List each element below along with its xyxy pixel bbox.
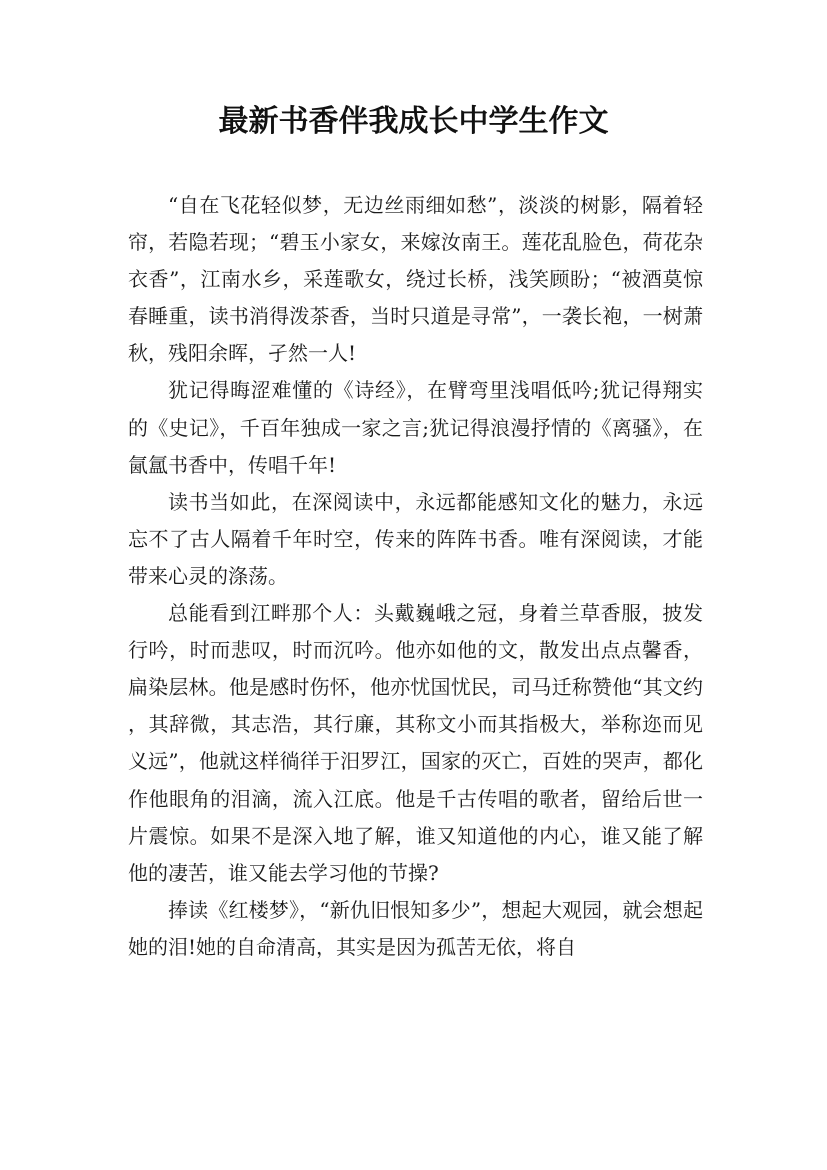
paragraph-4: 总能看到江畔那个人：头戴巍峨之冠，身着兰草香服，披发行吟，时而悲叹，时而沉吟。他亦如他的文，散发出点点馨香，扁染层林。他是感时伤怀，他亦忧国忧民，司马迁称赞他“其文约，其辞微，其志浩，其行廉，其称文小而其指极大，举称迩而见义远”，他就这样徜徉于汨罗江，国家的灭亡，百姓的哭声，都化作他眼角的泪滴，流入江底。他是千古传唱的歌者，留给后世一片震惊。如果不是深入地了解，谁又知道他的内心，谁又能了解他的凄苦，谁又能去学习他的节操? xyxy=(128,601,703,885)
paragraph-3: 读书当如此，在深阅读中，永远都能感知文化的魅力，永远忘不了古人隔着千年时空，传来的阵阵书香。唯有深阅读，才能带来心灵的涤荡。 xyxy=(128,489,703,588)
document-body xyxy=(128,187,703,966)
paragraph-5: 捧读《红楼梦》，“新仇旧恨知多少”，想起大观园，就会想起她的泪!她的自命清高，其实是因为孤苦无依，将自 xyxy=(128,897,703,959)
paragraph-1: “自在飞花轻似梦，无边丝雨细如愁”，淡淡的树影，隔着轻帘，若隐若现；“碧玉小家女，来嫁汝南王。莲花乱脸色，荷花杂衣香”，江南水乡，采莲歌女，绕过长桥，浅笑顾盼；“被酒莫惊春睡重，读书消得泼茶香，当时只道是寻常”，一袭长袍，一树萧秋，残阳余晖，孑然一人! xyxy=(128,193,703,366)
document-title: 最新书香伴我成长中学生作文 xyxy=(218,104,609,139)
paragraph-2: 犹记得晦涩难懂的《诗经》，在臂弯里浅唱低吟;犹记得翔实的《史记》，千百年独成一家之言;犹记得浪漫抒情的《离骚》，在氤氲书香中，传唱千年! xyxy=(128,378,703,477)
